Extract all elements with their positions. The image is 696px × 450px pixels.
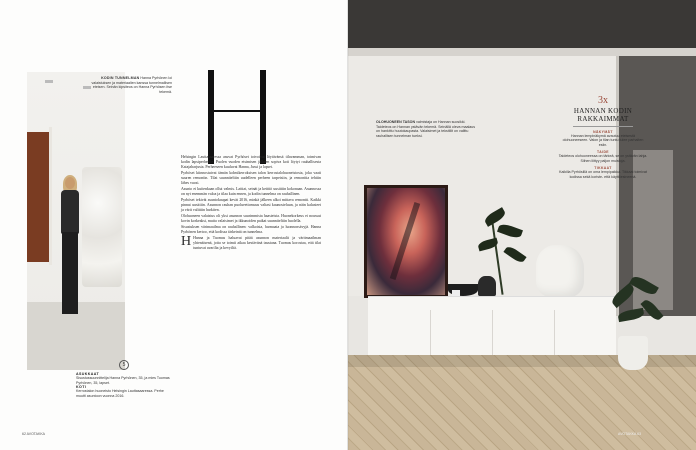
article-body xyxy=(181,155,321,252)
favorites-sidebar xyxy=(558,95,648,179)
body-paragraph: Asunto ei kuitenkaan ollut valmis. Lattiat, seinät ja keittiö uusittiin kokonaan. Asunnossa on nyt enemmän valoa ja tilaa kuin ennen, ja kodin tunnelma on rauhallinen. xyxy=(181,187,321,196)
body-paragraph: H Hanna ja Tuomas haluavat pitää asunnon materiaalit ja väritmaailman yhtenäisenä, jotta se toimii aikaa kestävänä taustana. Tuomas korostaa, että tilat tuntuvat avarilta ja kevyiltä. xyxy=(181,234,321,250)
body-paragraph: Pyrhöset tekivät asuntokaupat kevät 2016, minkä jälkeen alkoi mittava remontti. Kaikki pinnat uusittiin. Asunnon rauhan puolueettomuus valtasi kaunosieluun, ja näin kalusteet ja värit valittiin harkiten. xyxy=(181,198,321,212)
door-frame xyxy=(49,127,52,265)
abstract-painting xyxy=(364,185,448,298)
body-paragraph: Helsingin Lauttasaaressa asuvat Pyrhöset toivoivat löytävänsä tilavamman, toimivan kodin lapsiperheelle. Puolen vuoden etsimisen jälkeen sopiva koti löytyi rauhallisesta Katajaharjusta. Perheeseen kuuluvat Hanna, Jussi ja lapset. xyxy=(181,155,321,169)
sidebar-item-text: Kaikilla Pyrhösillä on oma lempipaikka. Tikkaat toimivat kodissa sekä koriste- että käyttöesineenä. xyxy=(559,170,647,179)
entrance-photo xyxy=(27,72,125,370)
spine-shadow xyxy=(347,0,349,450)
person-torso xyxy=(61,190,79,234)
person-legs xyxy=(62,232,78,314)
body-paragraph: Sisustuksen värimaailma on rauhallinen: valkoista, harmaata ja luonnonsävyjä. Hanna Pyrhönen kertoo, että kodissa tärkeintä on tunnelma. xyxy=(181,225,321,234)
herringbone-floor xyxy=(348,355,696,450)
ceiling-beam xyxy=(348,48,696,56)
sidebar-item-head: NÄKYMÄT xyxy=(593,129,613,134)
facts-badge-icon: 5 xyxy=(119,360,129,370)
plant-pot xyxy=(618,336,648,370)
body-paragraph: Pyrhöset kiinnostuivat tämän kolmikerroksisen talon kerrostalohuoneistosta, joka vaati suuren remontin. Tilat suunniteltiin uudelleen perheen tarpeisiin, ja remonttia tehtiin lähes vuosi. xyxy=(181,171,321,185)
person-head xyxy=(65,177,75,189)
black-sculpture xyxy=(478,276,496,296)
facts-heading: ASUKKAAT xyxy=(76,372,100,376)
caption-text: valmistaja on Hannan suosikki. Taideteos on Hannan ystävän tekemä. Seinällä oleva maalaus on hankittu huutokaupasta. Valaisimet ja tekstiilit on valittu rauhallisen tunnelman tueksi. xyxy=(376,120,476,138)
sideboard-seam xyxy=(430,310,431,356)
sidebar-item-head: TIKKAAT xyxy=(594,166,612,171)
facts-text: Sisustussuunnittelija Hanna Pyrhönen, 35, ja mies Tuomas Pyrhönen, 35, lapset. xyxy=(76,376,170,385)
photo-caption-head: KODIN TUNNELMAN xyxy=(101,76,140,80)
big-initial-letter xyxy=(208,70,266,164)
sidebar-number: 3x xyxy=(598,95,608,106)
sideboard-seam xyxy=(492,310,493,356)
plaster-wall-art xyxy=(82,167,122,287)
caption-head: OLOHUONEEN TASON xyxy=(376,120,416,124)
divider xyxy=(573,126,633,127)
facts-text: Kerrostalon huoneisto Helsingin Lauttasaaressa. Perhe muutti asuntoon vuonna 2016. xyxy=(76,389,164,398)
dropcap: H xyxy=(181,234,192,249)
ceiling-light xyxy=(45,80,53,83)
facts-heading: KOTI xyxy=(76,385,87,390)
sidebar-item-text: Taideteos olohuoneessa on tärkeä, se on ystävän lahja. Siihen liittyy paljon muistoja. xyxy=(558,154,648,163)
page-folio: AVOTAKKA 63 xyxy=(618,432,642,436)
facts-box xyxy=(76,360,172,398)
sidebar-item-text: Hannan lempinäkymä avautuu eteisestä olohuoneeseen. Valon ja tilan tuntu tulee parhaiten esiin. xyxy=(562,133,644,147)
ceiling xyxy=(348,0,696,48)
photo-caption-text: Hanna Pyrhönen loi valaistuksen ja materiaalien kanssa tunnelmallisen eteisen. Seinän kipsiteos on Hanna Pyrhösen itse tekemä. xyxy=(91,76,172,94)
wooden-door xyxy=(27,132,49,262)
body-paragraph: Olohuoneen valaistus oli yksi asunnon suurimmista haasteista. Huonekorkeus ei noussut kovin korkeaksi, mutta valaisimet ja ikkunoiden paikat suunniteltiin huolella. xyxy=(181,214,321,223)
right-page xyxy=(348,0,696,450)
sidebar-title: HANNAN KODIN RAKKAIMMAT xyxy=(573,107,633,123)
page-folio: 62 AVOTAKKA xyxy=(22,432,46,436)
white-sculpture-vase xyxy=(536,245,584,297)
living-room-caption xyxy=(376,120,476,138)
photo-caption xyxy=(84,76,172,94)
sidebar-item-head: TAIDE xyxy=(597,150,609,155)
sideboard-seam xyxy=(554,310,555,356)
